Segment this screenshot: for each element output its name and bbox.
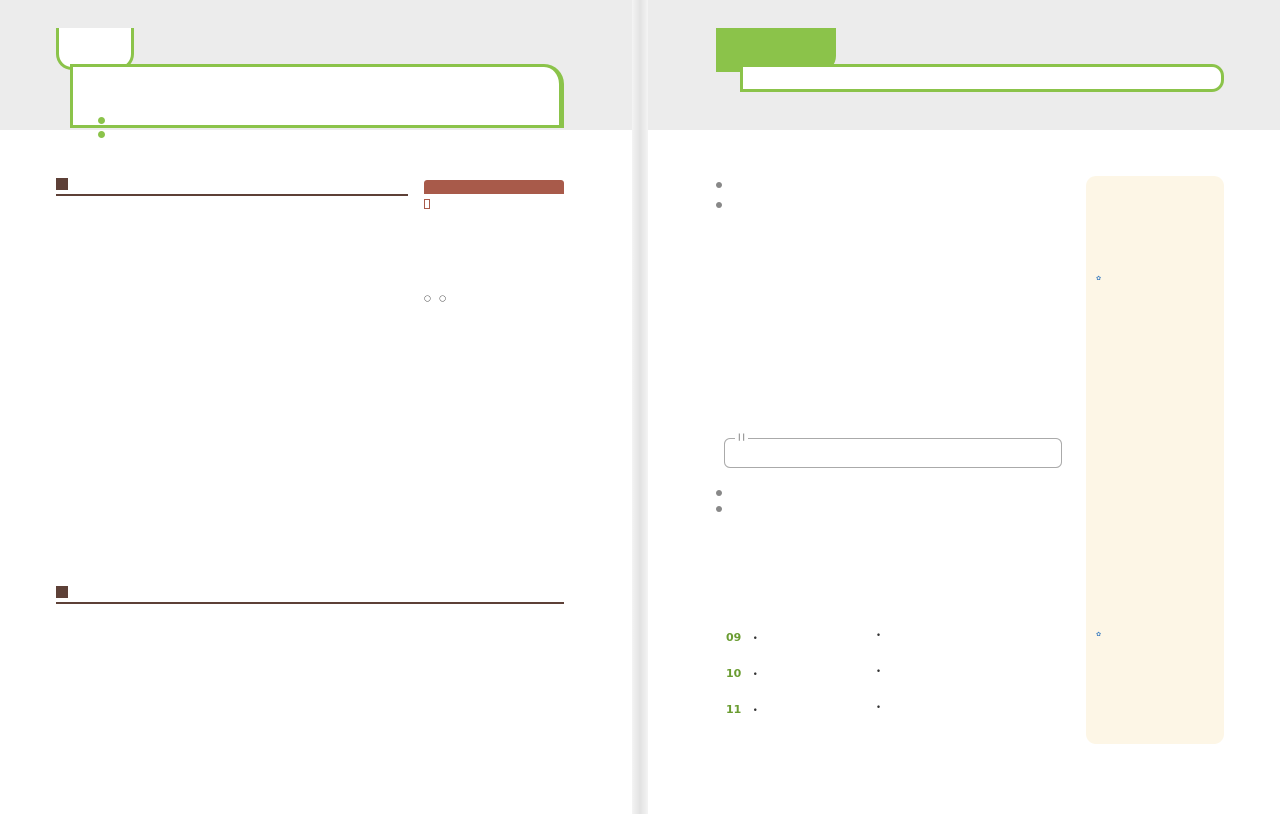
memo-panel [1086, 176, 1224, 744]
chart-legend-row [424, 295, 564, 302]
legend-b-icon: ◯ [439, 295, 446, 302]
q11-right: • [876, 703, 882, 713]
section2-rule [56, 602, 564, 604]
q09-right: • [876, 631, 882, 641]
data-box [424, 180, 564, 406]
q09-left: 09 • [726, 631, 758, 644]
bullet-icon [716, 202, 722, 208]
part4-heading [716, 504, 1066, 514]
q10-number: 10 [726, 667, 742, 680]
section1-rule [56, 194, 408, 196]
right-footer [1150, 770, 1155, 783]
key-idea-row [98, 116, 117, 125]
section2-heading [56, 586, 72, 601]
flower-icon: ✿ [1096, 275, 1102, 282]
part1-heading [716, 180, 1066, 190]
flower-icon: ✿ [1096, 631, 1102, 638]
left-footer [56, 770, 61, 783]
section2-number [56, 586, 68, 598]
q10-left: 10 • [726, 667, 758, 680]
legend-a-icon: ◯ [424, 295, 431, 302]
data-box-header [424, 180, 564, 194]
question-column [716, 180, 1066, 216]
memo-note-1 [1096, 274, 1218, 284]
q11-left: 11 • [726, 703, 758, 716]
bullet-dot-icon [98, 117, 105, 124]
part3-heading [716, 488, 1066, 498]
data-ref-tag [424, 199, 430, 209]
memo-note-2 [1096, 630, 1218, 640]
bogi-label: | | [735, 433, 748, 441]
data-ref-title-row [424, 200, 564, 208]
bullet-icon [716, 490, 722, 496]
bullet-dot-icon [98, 131, 105, 138]
topic-title [100, 80, 106, 102]
climate-charts [424, 210, 564, 290]
right-topic-header-box [740, 64, 1224, 92]
q11-number: 11 [726, 703, 742, 716]
bullet-icon [716, 182, 722, 188]
bogi-box [724, 433, 1062, 468]
topic-header-box [70, 64, 564, 128]
q09-number: 09 [726, 631, 742, 644]
bullet-icon [716, 506, 722, 512]
page-gutter [632, 0, 648, 814]
part2-heading [716, 200, 1066, 210]
section1-number [56, 178, 68, 190]
section1-heading [56, 178, 72, 193]
right-topic-title [768, 69, 774, 84]
q10-right: • [876, 667, 882, 677]
question-column-lower [716, 488, 1066, 514]
learning-goal-row [98, 130, 127, 139]
